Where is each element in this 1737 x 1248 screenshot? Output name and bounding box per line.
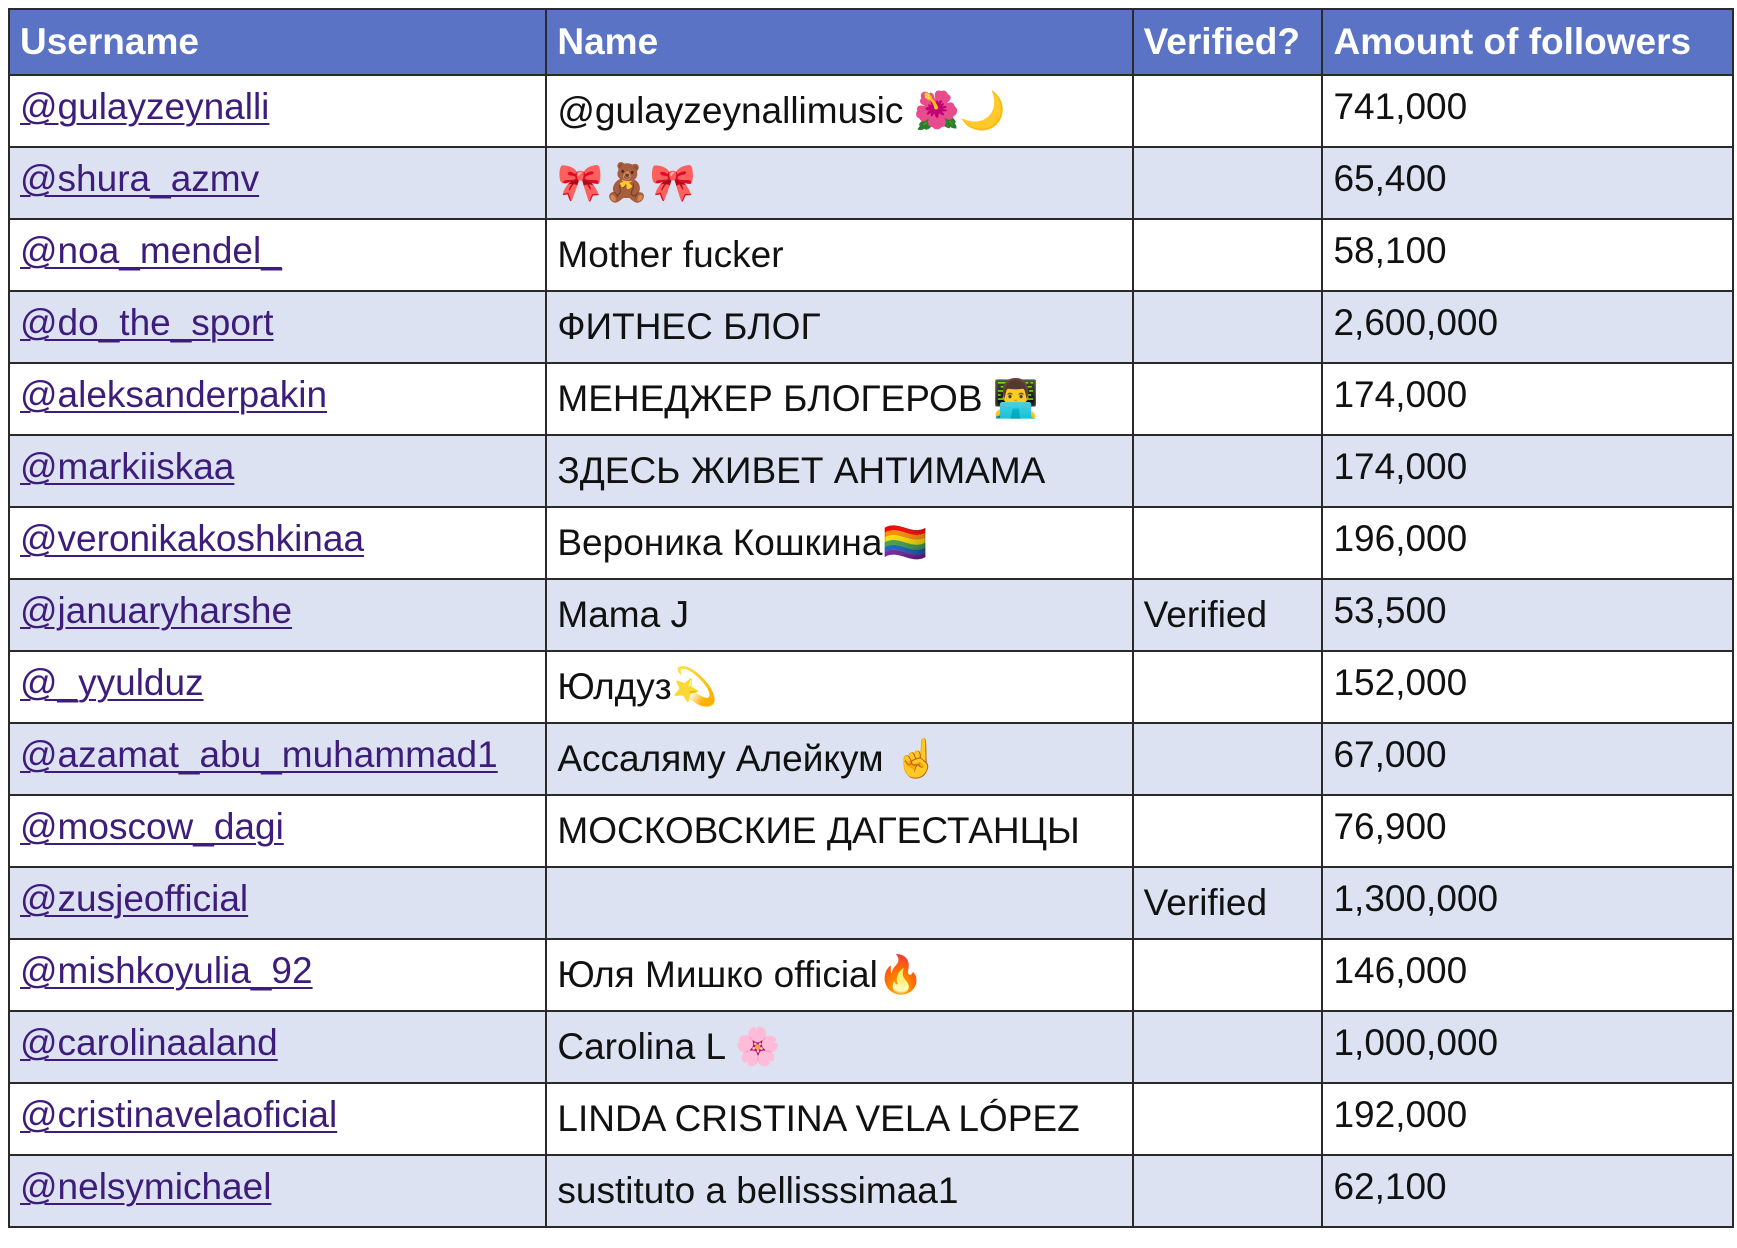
username-link[interactable]: @do_the_sport — [20, 302, 274, 343]
username-cell — [9, 291, 546, 363]
username-cell — [9, 1155, 546, 1227]
username-cell — [9, 939, 546, 1011]
name-cell: Mama J — [546, 579, 1132, 651]
followers-cell: 192,000 — [1322, 1083, 1733, 1155]
header-username: Username — [9, 9, 546, 75]
username-cell — [9, 363, 546, 435]
name-cell: Ассаляму Алейкум ☝️ — [546, 723, 1132, 795]
table-row — [9, 507, 1733, 579]
username-cell — [9, 219, 546, 291]
verified-cell — [1133, 435, 1323, 507]
verified-cell — [1133, 939, 1323, 1011]
name-cell: sustituto a bellisssimaa1 — [546, 1155, 1132, 1227]
username-link[interactable]: @aleksanderpakin — [20, 374, 328, 415]
name-cell: Юлдуз💫 — [546, 651, 1132, 723]
username-link[interactable]: @noa_mendel_ — [20, 230, 282, 271]
username-link[interactable]: @nelsymichael — [20, 1166, 272, 1207]
header-row — [9, 9, 1733, 75]
followers-cell: 58,100 — [1322, 219, 1733, 291]
username-link[interactable]: @veronikakoshkinaa — [20, 518, 365, 559]
verified-cell — [1133, 1011, 1323, 1083]
username-cell — [9, 147, 546, 219]
table-row — [9, 1011, 1733, 1083]
followers-cell: 62,100 — [1322, 1155, 1733, 1227]
name-cell: Вероника Кошкина🏳️‍🌈 — [546, 507, 1132, 579]
verified-cell — [1133, 795, 1323, 867]
username-link[interactable]: @markiiskaa — [20, 446, 235, 487]
followers-cell: 76,900 — [1322, 795, 1733, 867]
username-link[interactable]: @mishkoyulia_92 — [20, 950, 313, 991]
followers-cell: 1,000,000 — [1322, 1011, 1733, 1083]
username-cell — [9, 579, 546, 651]
verified-cell — [1133, 147, 1323, 219]
name-cell: МОСКОВСКИЕ ДАГЕСТАНЦЫ — [546, 795, 1132, 867]
table-row — [9, 291, 1733, 363]
followers-cell: 174,000 — [1322, 435, 1733, 507]
username-cell — [9, 75, 546, 147]
table-body — [9, 75, 1733, 1227]
verified-cell: Verified — [1133, 579, 1323, 651]
username-link[interactable]: @shura_azmv — [20, 158, 260, 199]
table-row — [9, 651, 1733, 723]
followers-cell: 146,000 — [1322, 939, 1733, 1011]
username-cell — [9, 1011, 546, 1083]
name-cell: Carolina L 🌸 — [546, 1011, 1132, 1083]
verified-cell — [1133, 507, 1323, 579]
followers-cell: 152,000 — [1322, 651, 1733, 723]
username-cell — [9, 1083, 546, 1155]
followers-cell: 67,000 — [1322, 723, 1733, 795]
table-row — [9, 579, 1733, 651]
name-cell: Юля Мишко official🔥 — [546, 939, 1132, 1011]
name-cell: LINDA CRISTINA VELA LÓPEZ — [546, 1083, 1132, 1155]
name-cell: МЕНЕДЖЕР БЛОГЕРОВ 👨‍💻 — [546, 363, 1132, 435]
table-row — [9, 219, 1733, 291]
verified-cell — [1133, 219, 1323, 291]
name-cell: 🎀🧸🎀 — [546, 147, 1132, 219]
verified-cell — [1133, 1083, 1323, 1155]
verified-cell — [1133, 75, 1323, 147]
verified-cell — [1133, 651, 1323, 723]
name-cell: ЗДЕСЬ ЖИВЕТ АНТИМАМА — [546, 435, 1132, 507]
username-link[interactable]: @azamat_abu_muhammad1 — [20, 734, 498, 775]
name-cell: @gulayzeynallimusic 🌺🌙 — [546, 75, 1132, 147]
username-cell — [9, 651, 546, 723]
username-cell — [9, 435, 546, 507]
username-cell — [9, 507, 546, 579]
username-link[interactable]: @zusjeofficial — [20, 878, 249, 919]
table-header — [9, 9, 1733, 75]
followers-cell: 196,000 — [1322, 507, 1733, 579]
followers-cell: 174,000 — [1322, 363, 1733, 435]
followers-cell: 741,000 — [1322, 75, 1733, 147]
table-row — [9, 867, 1733, 939]
verified-cell — [1133, 1155, 1323, 1227]
username-link[interactable]: @januaryharshe — [20, 590, 293, 631]
name-cell: ФИТНЕС БЛОГ — [546, 291, 1132, 363]
followers-cell: 1,300,000 — [1322, 867, 1733, 939]
header-followers: Amount of followers — [1322, 9, 1733, 75]
table-row — [9, 1083, 1733, 1155]
verified-cell — [1133, 723, 1323, 795]
table-row — [9, 435, 1733, 507]
followers-cell: 53,500 — [1322, 579, 1733, 651]
username-link[interactable]: @moscow_dagi — [20, 806, 284, 847]
username-link[interactable]: @cristinavelaoficial — [20, 1094, 338, 1135]
username-link[interactable]: @_yyulduz — [20, 662, 204, 703]
verified-cell — [1133, 363, 1323, 435]
name-cell: Mother fucker — [546, 219, 1132, 291]
username-cell — [9, 795, 546, 867]
username-link[interactable]: @carolinaaland — [20, 1022, 278, 1063]
table-row — [9, 75, 1733, 147]
followers-cell: 65,400 — [1322, 147, 1733, 219]
name-cell — [546, 867, 1132, 939]
table-row — [9, 795, 1733, 867]
header-verified: Verified? — [1133, 9, 1323, 75]
table-row — [9, 147, 1733, 219]
table-row — [9, 1155, 1733, 1227]
followers-table — [8, 8, 1734, 1228]
username-cell — [9, 723, 546, 795]
header-name: Name — [546, 9, 1132, 75]
username-cell — [9, 867, 546, 939]
verified-cell — [1133, 291, 1323, 363]
table-row — [9, 363, 1733, 435]
verified-cell: Verified — [1133, 867, 1323, 939]
followers-cell: 2,600,000 — [1322, 291, 1733, 363]
username-link[interactable]: @gulayzeynalli — [20, 86, 270, 127]
table-row — [9, 723, 1733, 795]
table-row — [9, 939, 1733, 1011]
